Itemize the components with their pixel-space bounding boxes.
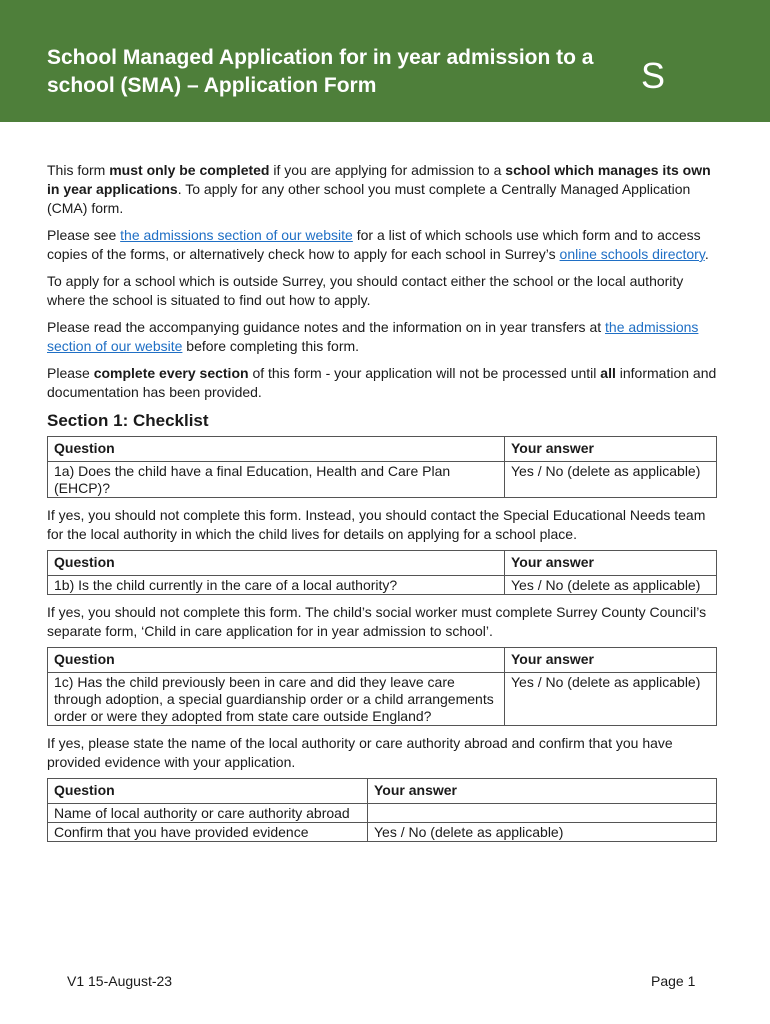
column-header-question: Question [48,437,505,462]
checklist-table-1c [47,647,717,726]
care-authority-name-label: Name of local authority or care authority abroad [48,804,368,823]
page-header [0,0,770,122]
section-1-title: Section 1: Checklist [47,411,209,430]
intro-paragraph-3: To apply for a school which is outside Surrey, you should contact either the school or the local authority where the school is situated to find out how to apply. [47,273,684,308]
note-1c: If yes, please state the name of the local authority or care authority abroad and confirm that you have provided evidence with your application. [47,735,673,770]
schools-directory-link[interactable]: online schools directory [559,246,705,262]
answer-1a[interactable]: Yes / No (delete as applicable) [505,462,717,498]
intro-paragraph-1: This form must only be completed if you are applying for admission to a school which manages its own in year applications. To apply for any other school you must complete a Centrally Managed Application (CMA) form. [47,162,711,216]
intro-paragraph-5: Please complete every section of this form - your application will not be processed until all information and documentation has been provided. [47,365,717,400]
column-header-question: Question [48,551,505,576]
care-authority-table [47,778,717,842]
column-header-answer: Your answer [368,779,717,804]
question-1c: 1c) Has the child previously been in care and did they leave care through adoption, a special guardianship order or a child arrangements order or were they adopted from state care outside England? [48,673,505,726]
footer-version: V1 15-August-23 [67,973,173,989]
logo: S [641,55,666,96]
question-1b: 1b) Is the child currently in the care of a local authority? [48,576,505,595]
evidence-confirm-answer[interactable]: Yes / No (delete as applicable) [368,823,717,842]
care-authority-name-field[interactable] [368,804,717,823]
intro-paragraph-4: Please read the accompanying guidance notes and the information on in year transfers at the admissions section of our website before completing this form. [47,319,699,354]
checklist-table-1a [47,436,717,498]
checklist-table-1b [47,550,717,595]
question-1a: 1a) Does the child have a final Education, Health and Care Plan (EHCP)? [48,462,505,498]
column-header-answer: Your answer [505,648,717,673]
footer-page-number: Page 1 [651,973,696,989]
form-title: School Managed Application for in year admission to a school (SMA) – Application Form [47,46,594,97]
note-1a: If yes, you should not complete this form. Instead, you should contact the Special Educational Needs team for the local authority in which the child lives for details on applying for a school place. [47,507,706,542]
note-1b: If yes, you should not complete this form. The child’s social worker must complete Surrey County Council’s separate form, ‘Child in care application for in year admission to school’. [47,604,707,639]
column-header-question: Question [48,779,368,804]
intro-paragraph-2: Please see the admissions section of our website for a list of which schools use which form and to access copies of the forms, or alternatively check how to apply for each school in Surrey’s online schools directory. [47,227,709,262]
answer-1c[interactable]: Yes / No (delete as applicable) [505,673,717,726]
answer-1b[interactable]: Yes / No (delete as applicable) [505,576,717,595]
column-header-answer: Your answer [505,437,717,462]
admissions-website-link[interactable]: the admissions section of our website [120,227,353,243]
column-header-question: Question [48,648,505,673]
form-content [47,161,722,842]
admissions-website-link-2[interactable]: the admissions section of our website [47,319,699,354]
evidence-confirm-label: Confirm that you have provided evidence [48,823,368,842]
column-header-answer: Your answer [505,551,717,576]
